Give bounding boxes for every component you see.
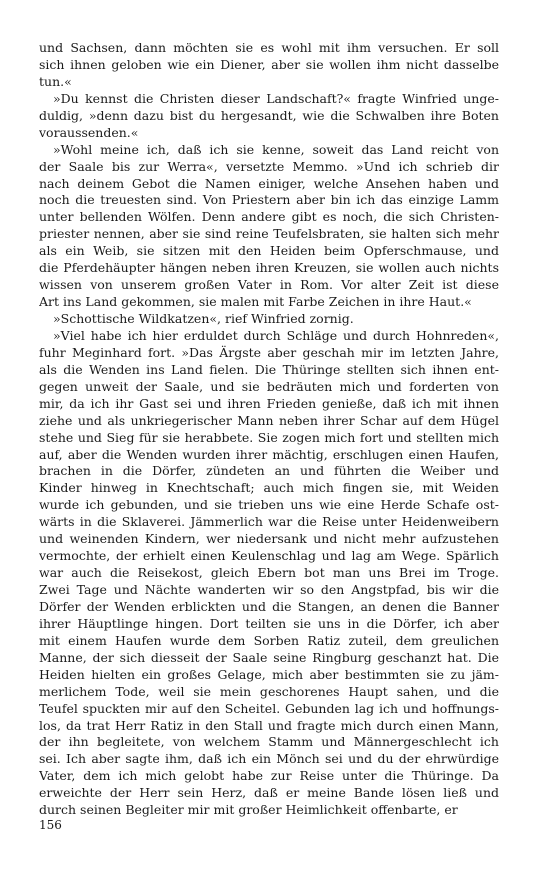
text-line: »Wohl meine ich, daß ich sie kenne, soweit das Land reicht von — [53, 141, 499, 157]
paragraph — [39, 328, 499, 819]
text-line: los, da trat Herr Ratiz in den Stall und fragte mich durch einen Mann, — [39, 717, 499, 733]
text-line: sich ihnen geloben wie ein Diener, aber sie wollen ihm nicht dasselbe — [39, 56, 499, 72]
text-line: »Du kennst die Christen dieser Landschaft?« fragte Winfried unge- — [53, 90, 499, 106]
page-number: 156 — [39, 818, 62, 832]
text-line: stehe und Sieg für sie herabbete. Sie zogen mich fort und stellten mich — [39, 429, 499, 445]
text-line: Art ins Land gekommen, sie malen mit Farbe Zeichen in ihre Haut.« — [39, 294, 472, 310]
text-line: Vater, dem ich mich gelobt habe zur Reise unter die Thüringe. Da — [39, 768, 499, 784]
text-line: Heiden hielten ein großes Gelage, mich aber bestimmten sie zu jäm- — [39, 666, 499, 682]
book-page-text — [39, 40, 499, 819]
text-line: nach deinem Gebot die Namen einiger, welche Ansehen haben und — [39, 175, 499, 191]
text-line: der Saale bis zur Werra«, versetzte Memmo. »Und ich schrieb dir — [39, 158, 499, 174]
text-line: brachen in die Dörfer, zündeten an und führten die Weiber und — [39, 463, 499, 479]
text-line: Manne, der sich diesseit der Saale seine Ringburg geschanzt hat. Die — [39, 649, 499, 665]
text-line: wärts in die Sklaverei. Jämmerlich war die Reise unter Heidenweibern — [39, 514, 499, 530]
text-line: als die Wenden ins Land fielen. Die Thüringe stellten sich ihnen ent- — [39, 361, 499, 377]
text-line: tun.« — [39, 73, 72, 89]
text-line: Teufel spuckten mir auf den Scheitel. Gebunden lag ich und hoffnungs- — [39, 700, 499, 716]
text-line: auf, aber die Wenden wurden ihrer mächtig, erschlugen einen Haufen, — [39, 446, 499, 462]
text-line: »Schottische Wildkatzen«, rief Winfried zornig. — [53, 311, 354, 326]
text-line: ihrer Häuptlinge hingen. Dort teilten sie uns in die Dörfer, ich aber — [39, 615, 499, 631]
text-line: wurde ich gebunden, und sie trieben uns wie eine Herde Schafe ost- — [39, 497, 499, 513]
text-line: war auch die Reisekost, gleich Ebern bot man uns Brei im Troge. — [39, 565, 499, 581]
text-line: priester nennen, aber sie sind reine Teufelsbraten, sie halten sich mehr — [39, 226, 499, 242]
text-line: erweichte der Herr sein Herz, daß er meine Bande lösen ließ und — [39, 785, 499, 801]
text-line: die Pferdehäupter hängen neben ihren Kreuzen, sie wollen auch nichts — [39, 260, 499, 276]
text-line: unter bellenden Wölfen. Denn andere gibt es noch, die sich Christen- — [39, 209, 499, 225]
text-line: »Viel habe ich hier erduldet durch Schläge und durch Hohnreden«, — [53, 327, 499, 343]
text-line: noch die treuesten sind. Von Priestern aber bin ich das einzige Lamm — [39, 192, 499, 208]
text-line: Dörfer der Wenden erblickten und die Stangen, an denen die Banner — [39, 598, 499, 614]
text-line: duldig, »denn dazu bist du hergesandt, wie die Schwalben ihre Boten — [39, 107, 499, 123]
text-line: durch seinen Begleiter mir mit großer Heimlichkeit offenbarte, er — [39, 802, 458, 818]
text-line: merlichem Tode, weil sie mein geschorenes Haupt sahen, und die — [39, 683, 499, 699]
text-line: wissen von unserem großen Vater in Rom. Vor alter Zeit ist diese — [39, 277, 499, 293]
text-line: Zwei Tage und Nächte wanderten wir so den Angstpfad, bis wir die — [39, 582, 499, 597]
text-line: voraussenden.« — [39, 124, 139, 140]
text-line: mir, da ich ihr Gast sei und ihren Frieden genieße, daß ich mit ihnen — [39, 395, 499, 411]
paragraph — [39, 91, 499, 142]
text-line: mit einem Haufen wurde dem Sorben Ratiz zuteil, dem greulichen — [39, 632, 499, 648]
text-line: fuhr Meginhard fort. »Das Ärgste aber geschah mir im letzten Jahre, — [39, 344, 499, 360]
paragraph — [39, 142, 499, 311]
text-line: und weinenden Kindern, wer niedersank und nicht mehr aufzustehen — [39, 531, 499, 547]
text-line: Kinder hinweg in Knechtschaft; auch mich fingen sie, mit Weiden — [39, 480, 499, 496]
text-line: als ein Weib, sie sitzen mit den Heiden beim Opferschmause, und — [39, 243, 499, 259]
paragraph — [39, 40, 499, 91]
text-line: der ihn begleitete, von welchem Stamm und Männergeschlecht ich — [39, 734, 499, 750]
text-line: gegen unweit der Saale, und sie bedräuten mich und forderten von — [39, 378, 499, 394]
text-line: und Sachsen, dann möchten sie es wohl mit ihm versuchen. Er soll — [39, 40, 499, 55]
text-line: vermochte, der erhielt einen Keulenschlag und lag am Wege. Spärlich — [39, 548, 499, 564]
text-line: ziehe und als unkriegerischer Mann neben ihrer Schar auf dem Hügel — [39, 412, 499, 428]
paragraph — [39, 311, 499, 328]
text-line: sei. Ich aber sagte ihm, daß ich ein Mönch sei und du der ehrwürdige — [39, 751, 499, 767]
